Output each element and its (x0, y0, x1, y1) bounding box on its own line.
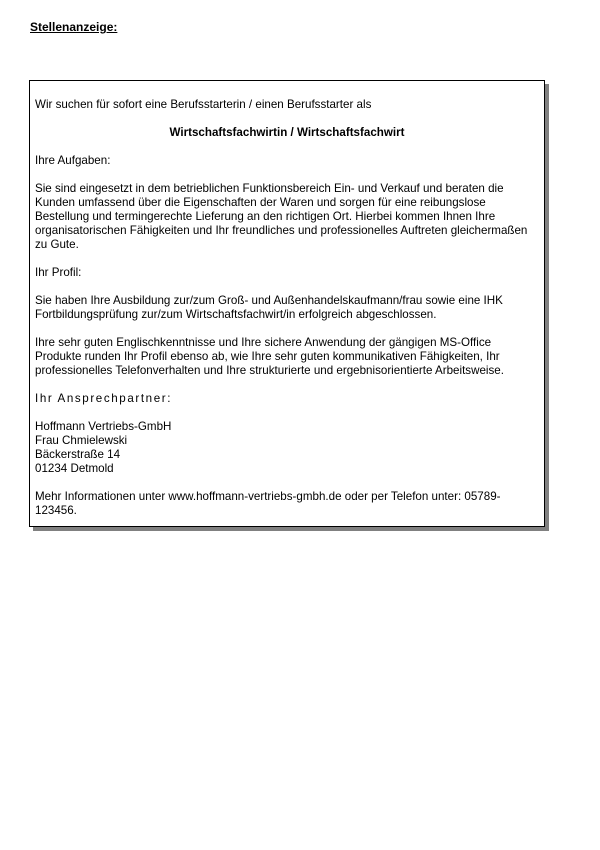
contact-heading: Ihr Ansprechpartner: (35, 392, 173, 405)
tasks-text: Sie sind eingesetzt in dem betrieblichen Funktionsbereich Ein- und Verkauf und beraten die Kunden umfassend über die Eigenschaften der Waren und sorgen für eine reibungslose Bestellung und termingerechte Lieferung an den richtigen Ort. Hierbei kommen Ihnen Ihre organisatorischen Fähigkeiten und Ihr freundliches und professionelles Auftreten gleichermaßen zu Gute. (35, 182, 528, 251)
contact-company: Hoffmann Vertriebs-GmbH (35, 420, 172, 433)
profile-text-education: Sie haben Ihre Ausbildung zur/zum Groß- und Außenhandelskaufmann/frau sowie eine IHK Fortbildungsprüfung zur/zum Wirtschaftsfachwirt/in erfolgreich abgeschlossen. (35, 294, 503, 321)
profile-heading: Ihr Profil: (35, 266, 82, 279)
tasks-heading: Ihre Aufgaben: (35, 154, 111, 167)
position-title: Wirtschaftsfachwirtin / Wirtschaftsfachwirt (169, 126, 405, 139)
contact-person: Frau Chmielewski (35, 434, 128, 447)
contact-street: Bäckerstraße 14 (35, 448, 121, 461)
more-info: Mehr Informationen unter www.hoffmann-vertriebs-gmbh.de oder per Telefon unter: 05789-123456. (35, 490, 501, 517)
contact-city: 01234 Detmold (35, 462, 114, 475)
page-heading: Stellenanzeige: (30, 20, 118, 34)
job-advertisement-box (29, 80, 545, 527)
profile-text-skills: Ihre sehr guten Englischkenntnisse und Ihre sichere Anwendung der gängigen MS-Office Produkte runden Ihr Profil ebenso ab, wie Ihre sehr guten kommunikativen Fähigkeiten, Ihr professionelles Telefonverhalten und Ihre strukturierte und ergebnisorientierte Arbeitsweise. (35, 336, 504, 377)
contact-address (35, 420, 539, 476)
ad-intro: Wir suchen für sofort eine Berufsstarterin / einen Berufsstarter als (35, 98, 372, 111)
